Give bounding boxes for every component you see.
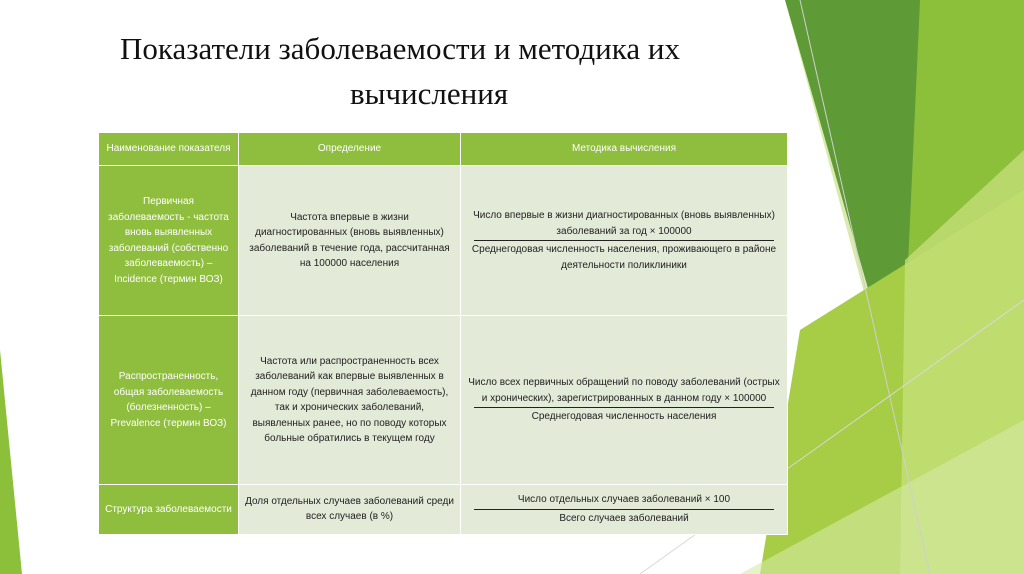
indicator-definition: Частота или распространенность всех заболеваний как впервые выявленных в данном году (первичная заболеваемость), так и хронических заболеваний, выявленных ранее, но по поводу которых больные обратились в текущем году [239,316,461,484]
table-row [99,316,788,484]
formula-numerator: Число отдельных случаев заболеваний × 100 [517,494,731,506]
calculation-formula [461,166,788,316]
page-title-line1: Показатели заболеваемости и методика их [120,31,680,66]
calculation-formula [461,484,788,534]
page-title [120,26,760,116]
formula-fraction [467,375,781,425]
formula-denominator: Среднегодовая численность населения [531,411,717,423]
fraction-bar [474,407,774,408]
formula-numerator: Число впервые в жизни диагностированных (вновь выявленных) заболеваний за год × 100000 [473,210,775,237]
indicator-name: Структура заболеваемости [99,484,239,534]
formula-denominator: Всего случаев заболеваний [559,512,689,524]
formula-fraction [467,208,781,273]
table-row [99,484,788,534]
calculation-formula [461,316,788,484]
fraction-bar [474,240,774,241]
indicator-definition: Доля отдельных случаев заболеваний среди всех случаев (в %) [239,484,461,534]
fraction-bar [474,509,774,510]
deco-shape-left [0,350,22,574]
table-header-row [99,133,788,166]
indicator-definition: Частота впервые в жизни диагностированных (вновь выявленных) заболеваний в течение года, рассчитанная на 100000 населения [239,166,461,316]
header-calculation-method: Методика вычисления [461,133,788,166]
indicators-table [98,132,788,535]
formula-numerator: Число всех первичных обращений по поводу заболеваний (острых и хронических), зарегистрированных в данном году × 100000 [468,377,780,404]
formula-denominator: Среднегодовая численность населения, проживающего в районе деятельности поликлиники [471,244,777,271]
table-row [99,166,788,316]
header-indicator-name: Наименование показателя [99,133,239,166]
indicator-name: Первичная заболеваемость - частота вновь выявленных заболеваний (собственно заболеваемость) – Incidence (термин ВОЗ) [99,166,239,316]
indicator-name: Распространенность, общая заболеваемость (болезненность) – Prevalence (термин ВОЗ) [99,316,239,484]
page-title-line2: вычисления [350,76,509,111]
header-definition: Определение [239,133,461,166]
formula-fraction [474,492,774,526]
